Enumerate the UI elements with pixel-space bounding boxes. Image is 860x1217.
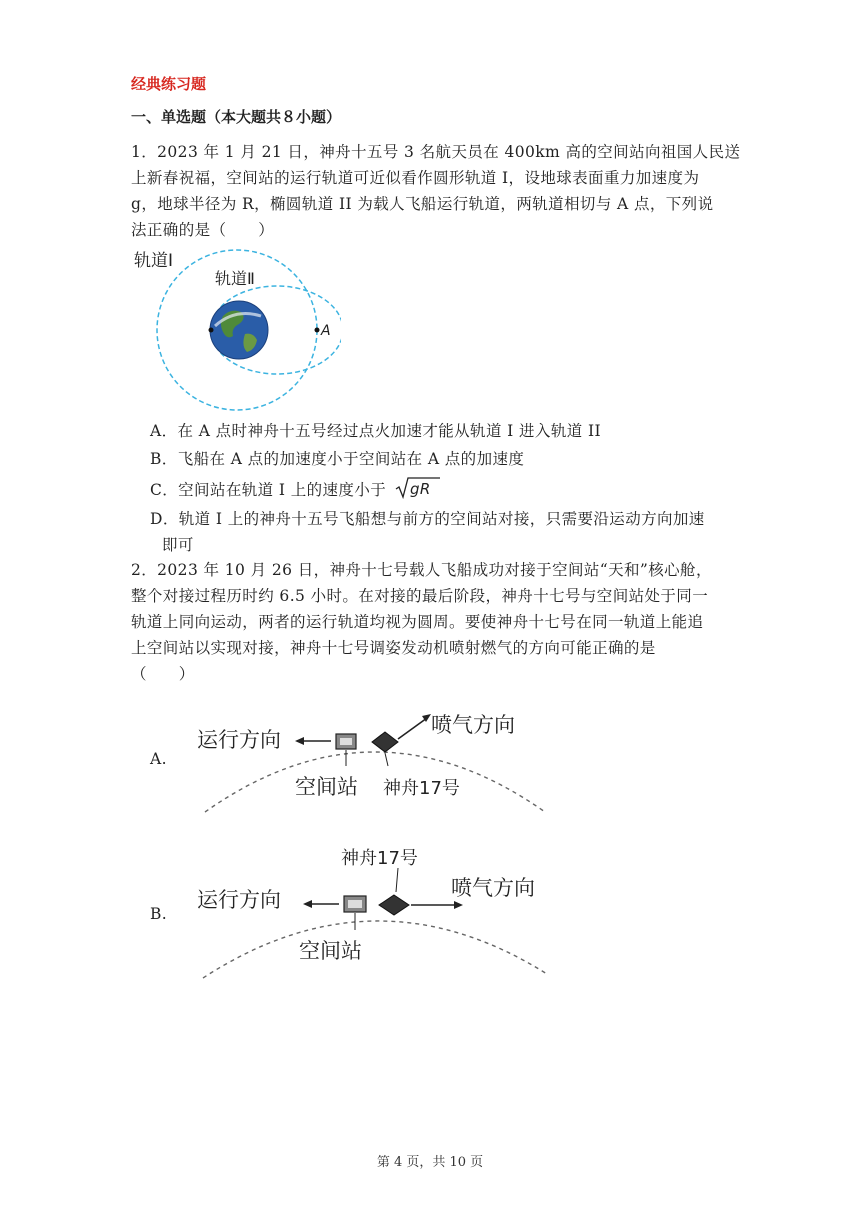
- orbit-arc: [205, 752, 545, 812]
- q2-line-5: （ ）: [131, 665, 195, 683]
- sqrt-radicand: gR: [410, 480, 432, 498]
- q1-line-4: 法正确的是（ ）: [131, 221, 275, 239]
- shenzhou-17-icon: [372, 732, 398, 752]
- q1-option-c: [150, 476, 441, 500]
- orbit-arc: [203, 921, 547, 978]
- jet-direction-label: 喷气方向: [451, 876, 535, 900]
- ship-label: 神舟17号: [383, 778, 460, 799]
- shenzhou-17-icon: [379, 895, 409, 915]
- station-label: 空间站: [295, 775, 358, 799]
- q1-option-a: A．在 A 点时神舟十五号经过点火加速才能从轨道 I 进入轨道 II: [150, 422, 601, 440]
- perigee-point: [209, 328, 214, 333]
- section-title: 经典练习题: [131, 75, 207, 93]
- jet-direction-label: 喷气方向: [431, 713, 515, 737]
- station-label: 空间站: [299, 939, 362, 963]
- q2-option-a-diagram: [195, 700, 555, 820]
- sqrt-symbol-icon: [395, 476, 441, 500]
- jet-direction-arrow-icon: [398, 714, 431, 739]
- run-direction-arrow-icon: [303, 900, 339, 908]
- jet-direction-arrow-icon: [411, 901, 463, 909]
- q1-line-3: g，地球半径为 R，椭圆轨道 II 为载人飞船运行轨道，两轨道相切与 A 点，下列说: [131, 195, 714, 213]
- question-1: [131, 139, 740, 243]
- page-footer: 第 4 页，共 10 页: [376, 1155, 484, 1170]
- run-direction-arrow-icon: [295, 737, 331, 745]
- q2-line-1: 2．2023 年 10 月 26 日，神舟十七号载人飞船成功对接于空间站“天和”核心舱，: [131, 561, 712, 579]
- q2-option-b-label: B.: [150, 905, 168, 923]
- sqrt-expression: [395, 476, 441, 500]
- part-heading: 一、单选题（本大题共８小题）: [131, 108, 342, 126]
- run-direction-label: 运行方向: [197, 888, 281, 912]
- q1-option-d-continued: 即可: [162, 536, 194, 554]
- orbit-2-label: 轨道Ⅱ: [215, 269, 255, 288]
- q1-option-b: B．飞船在 A 点的加速度小于空间站在 A 点的加速度: [150, 450, 525, 468]
- ship-label: 神舟17号: [341, 848, 418, 869]
- point-a-marker: [315, 328, 320, 333]
- q2-option-b-diagram: [195, 840, 555, 980]
- point-a-label: A: [321, 323, 331, 339]
- q2-line-4: 上空间站以实现对接，神舟十七号调姿发动机喷射燃气的方向可能正确的是: [131, 639, 656, 657]
- earth-icon: [210, 301, 268, 359]
- q1-line-1: 1．2023 年 1 月 21 日，神舟十五号 3 名航天员在 400km 高的空间站向祖国人民送: [131, 143, 741, 161]
- q1-option-c-text: C．空间站在轨道 I 上的速度小于: [150, 481, 387, 499]
- q1-orbit-diagram: [131, 244, 341, 414]
- q2-line-2: 整个对接过程历时约 6.5 小时。在对接的最后阶段，神舟十七号与空间站处于同一: [131, 587, 709, 605]
- orbit-1-label: 轨道Ⅰ: [134, 251, 174, 271]
- run-direction-label: 运行方向: [197, 728, 281, 752]
- question-2: [131, 557, 712, 687]
- q2-line-3: 轨道上同向运动，两者的运行轨道均视为圆周。要使神舟十七号在同一轨道上能追: [131, 613, 704, 631]
- q2-option-a-label: A.: [150, 750, 167, 768]
- q1-option-d: D．轨道 I 上的神舟十五号飞船想与前方的空间站对接，只需要沿运动方向加速: [150, 510, 705, 528]
- q1-line-2: 上新春祝福，空间站的运行轨道可近似看作圆形轨道 I，设地球表面重力加速度为: [131, 169, 700, 187]
